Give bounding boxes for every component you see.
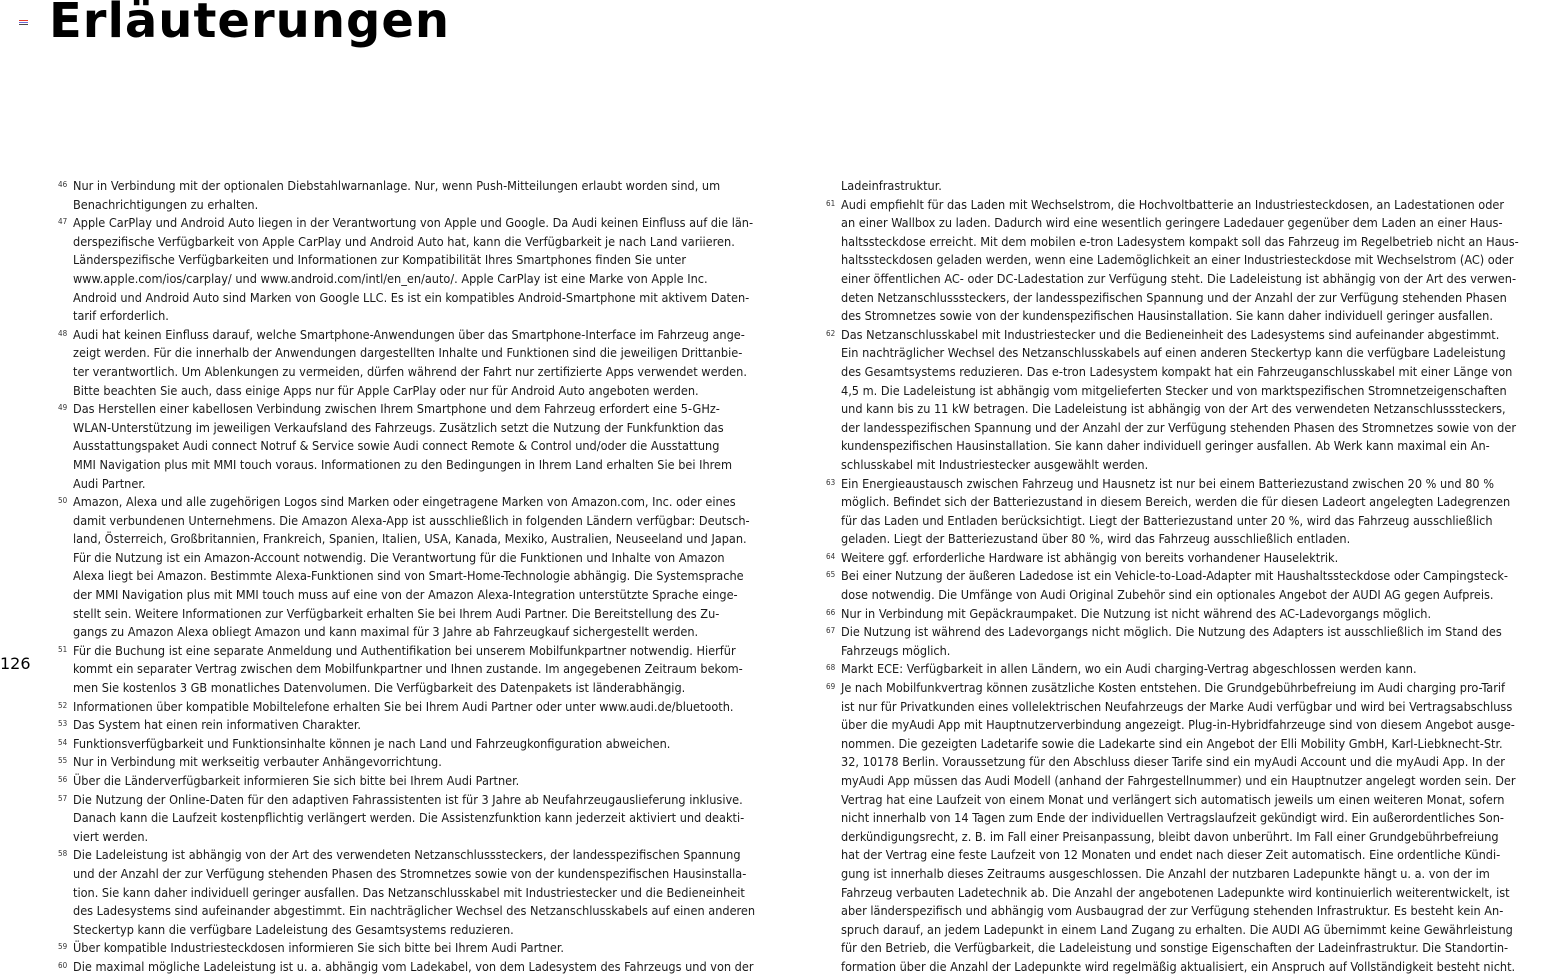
menu-icon-bar-2 [19,22,28,23]
footnote-number: 54 [58,737,68,747]
footnote [826,660,1550,679]
footnotes-right-column [826,177,1550,977]
footnote-text: Ladeinfrastruktur. [841,178,942,193]
footnote-number: 60 [58,960,68,970]
footnote [58,958,788,977]
footnote-number: 52 [58,700,68,710]
footnote-number: 53 [58,719,68,729]
footnote [58,753,788,772]
footnote [826,549,1550,568]
footnote-number: 57 [58,793,68,803]
footnote-text: Nur in Verbindung mit Gepäckraumpaket. Die Nutzung ist nicht während des AC-Ladevorgangs möglich. [841,605,1432,621]
footnote [826,623,1550,660]
menu-icon[interactable] [19,20,28,26]
footnote-number: 48 [58,328,68,338]
footnote-text: Die Nutzung ist während des Ladevorgangs nicht möglich. Die Nutzung des Adapters ist ausschließlich im Stand des Fahrzeugs möglich. [841,624,1502,658]
footnote-text: Amazon, Alexa und alle zugehörigen Logos sind Marken oder eingetragene Marken von Amazon.com, Inc. oder eines damit verbundenen Unternehmens. Die Amazon Alexa-App ist ausschließlich in folgenden Ländern verfügbar: Deutsch- land, Österreich, Großbritannien, Frankreich, Spanien, Italien, USA, Kanada, Mexiko, Australien, Neuseeland und Japan. Für die Nutzung ist ein Amazon-Account notwendig. Die Verantwortung für die Funktionen und Inhalte von Amazon Alexa liegt bei Amazon. Bestimmte Alexa-Funktionen sind von Smart-Home-Technologie abhängig. Die Systemsprache der MMI Navigation plus mit MMI touch muss auf eine von der Amazon Alexa-Integration unterstützte Sprache einge- stellt sein. Weitere Informationen zur Verfügbarkeit erhalten Sie bei Ihrem Audi Partner. Die Bereitstellung des Zu- gangs zu Amazon Alexa obliegt Amazon und kann maximal für 3 Jahre ab Fahrzeugkauf sichergestellt werden. [73,494,750,640]
footnote [826,605,1550,624]
footnote-number: 61 [826,198,836,208]
footnote-number: 46 [58,180,68,189]
footnote [58,791,788,847]
footnote-text: Apple CarPlay und Android Auto liegen in der Verantwortung von Apple und Google. Da Audi keinen Einfluss auf die län- derspezifische Verfügbarkeit von Apple CarPlay und Android Auto hat, kann die Verfügbarkeit je nach Land variieren. Länderspezifische Verfügbarkeiten und Informationen zur Kompatibilität Ihres Smartphones finden Sie unter www.apple.com/ios/carplay/ und www.android.com/intl/en_en/auto/. Apple CarPlay ist eine Marke von Apple Inc. Android und Android Auto sind Marken von Google LLC. Es ist ein kompatibles Android-Smartphone mit aktivem Daten- tarif erforderlich. [73,215,754,324]
footnote-number: 69 [826,682,836,692]
footnote-text: Je nach Mobilfunkvertrag können zusätzliche Kosten entstehen. Die Grundgebührbefreiung im Audi charging pro-Tarif ist nur für Privatkunden eines vollelektrischen Neufahrzeugs der Marke Audi verfügbar und wird bei Vertragsabschluss über die myAudi App mit Hauptnutzerverbindung angezeigt. Plug-in-Hybridfahrzeuge sind von diesem Angebot ausge- nommen. Die gezeigten Ladetarife sowie die Ladekarte sind ein Angebot der Elli Mobility GmbH, Karl-Liebknecht-Str. 32, 10178 Berlin. Voraussetzung für den Abschluss dieser Tarife sind ein myAudi Account und die myAudi App. In der myAudi App müssen das Audi Modell (anhand der Fahrgestellnummer) und ein Hauptnutzer angelegt worden sein. Der Vertrag hat eine Laufzeit von einem Monat und verlängert sich automatisch jeweils um einen weiteren Monat, sofern nicht innerhalb von 14 Tagen zum Ende der individuellen Vertragslaufzeit gekündigt wird. Ein außerordentliches Son- derkündigungsrecht, z. B. im Fall einer Preisanpassung, bleibt davon unberührt. Im Fall einer Grundgebührbefreiung hat der Vertrag eine feste Laufzeit von 12 Monaten und endet nach dieser Zeit automatisch. Eine ordentliche Kündi- gung ist innerhalb dieses Zeitraums ausgeschlossen. Die Anzahl der nutzbaren Ladepunkte hängt u. a. von der im Fahrzeug verbauten Ladetechnik ab. Die Anzahl der angebotenen Ladepunkte wird kontinuierlich weiterentwickelt, ist aber länderspezifisch und abhängig vom Ausbaugrad der zur Verfügung stehenden Infrastruktur. Es besteht kein An- spruch darauf, an jedem Ladepunkt in einem Land Zugang zu erhalten. Die AUDI AG übernimmt keine Gewährleistung für den Betrieb, die Verfügbarkeit, die Ladeleistung und sonstige Eigenschaften der Ladeinfrastruktur. Die Standortin- formation über die Anzahl der Ladepunkte wird regelmäßig aktualisiert, ein Anspruch auf Vollständigkeit besteht nicht. [841,680,1516,974]
footnote-number: 49 [58,403,68,413]
footnote-text: Audi empfiehlt für das Laden mit Wechselstrom, die Hochvoltbatterie an Industriesteckdosen, an Ladestationen oder an einer Wallbox zu laden. Dadurch wird eine wesentlich geringere Ladedauer gegenüber dem Laden an einer Haus- haltssteckdose erreicht. Mit dem mobilen e-tron Ladesystem kompakt soll das Fahrzeug im Regelbetrieb nicht an Haus- haltssteckdosen geladen werden, wenn eine Lademöglichkeit an einer Industriesteckdose mit Wechselstrom (AC) oder einer öffentlichen AC- oder DC-Ladestation zur Verfügung steht. Die Ladeleistung ist abhängig von der Art des verwen- deten Netzanschlusssteckers, der landesspezifischen Spannung und der Anzahl der zur Verfügung stehenden Phasen des Stromnetzes sowie von der kundenspezifischen Hausinstallation. Sie kann daher individuell geringer ausfallen. [841,196,1519,324]
menu-icon-bar-3 [19,24,28,25]
footnote-number: 63 [826,477,836,487]
footnote-number: 65 [826,570,836,580]
footnote [826,196,1550,326]
footnote-number: 62 [826,328,836,338]
page-title: Erläuterungen [49,0,451,49]
footnote-text: Die maximal mögliche Ladeleistung ist u. a. abhängig vom Ladekabel, von dem Ladesystem des Fahrzeugs und von der [73,958,754,974]
footnote-text: Markt ECE: Verfügbarkeit in allen Ländern, wo ein Audi charging-Vertrag abgeschlossen werden kann. [841,661,1417,677]
footnote [58,642,788,698]
footnote-text: Weitere ggf. erforderliche Hardware ist abhängig von bereits vorhandener Hauselektrik. [841,549,1339,565]
footnote [58,214,788,326]
footnotes-left-column [58,177,788,977]
footnote-text: Ein Energieaustausch zwischen Fahrzeug und Hausnetz ist nur bei einem Batteriezustand zwischen 20 % und 80 % möglich. Befindet sich der Batteriezustand in diesem Bereich, werden die für diesen Ladeort angelegten Ladegrenzen für das Laden und Entladen berücksichtigt. Liegt der Batteriezustand unter 20 %, wird das Fahrzeug ausschließlich geladen. Liegt der Batteriezustand über 80 %, wird das Fahrzeug ausschließlich entladen. [841,475,1511,547]
footnote-number: 58 [58,849,68,859]
footnote-text: Die Nutzung der Online-Daten für den adaptiven Fahrassistenten ist für 3 Jahre ab Neufahrzeugauslieferung inklusive. Danach kann die Laufzeit kostenpflichtig verlängert werden. Die Assistenzfunktion kann jederzeit aktiviert und deakti- viert werden. [73,791,745,844]
page-number: 126 [0,654,31,673]
footnote [58,846,788,939]
footnote [826,326,1550,475]
footnote [826,567,1550,604]
footnote-text: Das Netzanschlusskabel mit Industriestecker und die Bedieneinheit des Ladesystems sind aufeinander abgestimmt. Ein nachträglicher Wechsel des Netzanschlusskabels auf einen anderen Steckertyp kann die verfügbare Ladeleistung des Gesamtsystems reduzieren. Das e-tron Ladesystem kompakt hat ein Fahrzeuganschlusskabel mit einer Länge von 4,5 m. Die Ladeleistung ist abhängig vom mitgelieferten Stecker und von marktspezifischen Stromnetzeigenschaften und kann bis zu 11 kW betragen. Die Ladeleistung ist abhängig von der Art des verwendeten Netzanschlusssteckers, der landesspezifischen Spannung und der Anzahl der zur Verfügung stehenden Phasen des Stromnetzes sowie von der kundenspezifischen Hausinstallation. Sie kann daher individuell geringer ausfallen. Ab Werk kann maximal ein An- schlusskabel mit Industriestecker ausgewählt werden. [841,326,1516,472]
footnote [58,493,788,642]
footnote [58,716,788,735]
footnote [826,177,1550,196]
footnote [58,326,788,400]
menu-icon-bar-1 [19,20,28,21]
footnote-text: Die Ladeleistung ist abhängig von der Art des verwendeten Netzanschlusssteckers, der landesspezifischen Spannung und der Anzahl der zur Verfügung stehenden Phasen des Stromnetzes sowie von der kundenspezifischen Hausinstalla- tion. Sie kann daher individuell geringer ausfallen. Das Netzanschlusskabel mit Industriestecker und die Bedieneinheit des Ladesystems sind aufeinander abgestimmt. Ein nachträglicher Wechsel des Netzanschlusskabels auf einen anderen Steckertyp kann die verfügbare Ladeleistung des Gesamtsystems reduzieren. [73,847,756,937]
footnote-text: Nur in Verbindung mit werkseitig verbauter Anhängevorrichtung. [73,754,442,770]
footnote-number: 66 [826,607,836,617]
footnote [826,475,1550,549]
footnote-text: Funktionsverfügbarkeit und Funktionsinhalte können je nach Land und Fahrzeugkonfiguration abweichen. [73,735,671,751]
footnote-text: Das Herstellen einer kabellosen Verbindung zwischen Ihrem Smartphone und dem Fahrzeug erfordert eine 5-GHz- WLAN-Unterstützung im jeweiligen Verkaufsland des Fahrzeugs. Zusätzlich setzt die Nutzung der Funkfunktion das Ausstattungspaket Audi connect Notruf & Service sowie Audi connect Remote & Control und/oder die Ausstattung MMI Navigation plus mit MMI touch voraus. Informationen zu den Bedingungen in Ihrem Land erhalten Sie bei Ihrem Audi Partner. [73,401,733,491]
footnote-number: 55 [58,756,68,766]
footnote-text: Audi hat keinen Einfluss darauf, welche Smartphone-Anwendungen über das Smartphone-Interface im Fahrzeug ange- zeigt werden. Für die innerhalb der Anwendungen dargestellten Inhalte und Funktionen sind die jeweiligen Drittanbie- ter verantwortlich. Um Ablenkungen zu vermeiden, dürfen während der Fahrt nur zertifizierte Apps verwendet werden. Bitte beachten Sie auch, dass einige Apps nur für Apple CarPlay oder nur für Android Auto angeboten werden. [73,326,747,398]
footnote-number: 51 [58,644,68,654]
footnote-text: Informationen über kompatible Mobiltelefone erhalten Sie bei Ihrem Audi Partner oder unter www.audi.de/bluetooth. [73,698,734,714]
footnote-text: Für die Buchung ist eine separate Anmeldung und Authentifikation bei unserem Mobilfunkpartner notwendig. Hierfür kommt ein separater Vertrag zwischen dem Mobilfunkpartner und Ihnen zustande. Im angegebenen Zeitraum bekom- men Sie kostenlos 3 GB monatliches Datenvolumen. Die Verfügbarkeit des Datenpakets ist länderabhängig. [73,642,743,696]
footnote-text: Nur in Verbindung mit der optionalen Diebstahlwarnanlage. Nur, wenn Push-Mitteilungen erlaubt worden sind, um Benachrichtigungen zu erhalten. [73,178,721,212]
footnote [826,679,1550,977]
footnote [58,698,788,717]
footnote-number: 56 [58,775,68,784]
footnote-text: Bei einer Nutzung der äußeren Ladedose ist ein Vehicle-to-Load-Adapter mit Haushaltssteckdose oder Campingsteck- dose notwendig. Die Umfänge von Audi Original Zubehör sind ein optionales Angebot der AUDI AG gegen Aufpreis. [841,568,1508,603]
footnote-text: Über die Länderverfügbarkeit informieren Sie sich bitte bei Ihrem Audi Partner. [73,773,520,788]
footnote-number: 68 [826,663,836,673]
footnote-number: 64 [826,551,836,561]
footnote-text: Über kompatible Industriesteckdosen informieren Sie sich bitte bei Ihrem Audi Partner. [73,940,564,956]
footnote-number: 47 [58,217,68,227]
footnote [58,177,788,214]
footnote [58,735,788,754]
footnote-number: 67 [826,626,836,636]
footnote-number: 50 [58,496,68,506]
footnote [58,939,788,958]
footnote [58,400,788,493]
footnote-text: Das System hat einen rein informativen Charakter. [73,717,361,733]
footnote-number: 59 [58,942,68,952]
footnote [58,772,788,791]
